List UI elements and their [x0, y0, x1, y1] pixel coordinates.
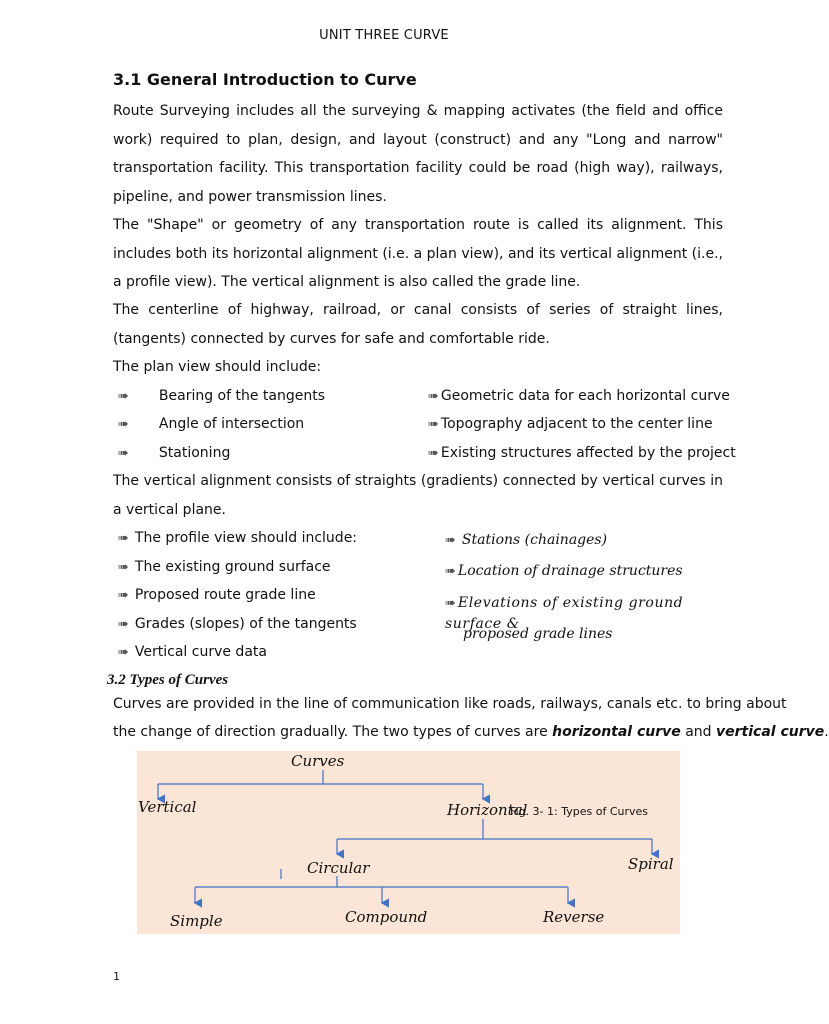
list-item-text: Topography adjacent to the center line: [440, 416, 713, 432]
paragraph-alignment: The "Shape" or geometry of any transportation route is called its alignment. This includes both its horizontal alignment (i.e. a plan view), and its vertical alignment (i.e., a profile view). The vertical alignment is also called the grade line.: [113, 217, 723, 290]
list-item-text: Bearing of the tangents: [158, 388, 326, 404]
section-heading-intro: 3.1 General Introduction to Curve: [113, 70, 417, 89]
list-item-text: Grades (slopes) of the tangents: [134, 616, 357, 632]
diagram-node-vertical: Vertical: [138, 798, 197, 816]
arrow-bullet-icon: ➠: [118, 617, 129, 632]
arrow-bullet-icon: ➠: [118, 588, 129, 603]
paragraph-vertical-alignment: The vertical alignment consists of straights (gradients) connected by vertical curves in a vertical plane.: [113, 473, 723, 518]
arrow-bullet-icon: ➠: [118, 446, 129, 461]
arrow-bullet-icon: ➠: [428, 389, 439, 404]
emphasis-vertical-curve: vertical curve: [716, 724, 825, 740]
paragraph-types-line2: [113, 718, 829, 747]
arrow-bullet-icon: ➠: [445, 564, 456, 579]
list-item: [118, 614, 357, 635]
list-item-text: Geometric data for each horizontal curve: [440, 388, 730, 404]
paragraph-route-surveying: Route Surveying includes all the surveying & mapping activates (the field and office work) required to plan, design, and layout (construct) and any "Long and narrow" transportation facility. This transportation facility could be road (high way), railways, pipeline, and power transmission lines.: [113, 103, 723, 205]
arrow-bullet-icon: ➠: [118, 560, 129, 575]
list-item: [118, 386, 325, 407]
arrow-bullet-icon: ➠: [118, 417, 129, 432]
arrow-bullet-icon: ➠: [118, 531, 129, 546]
diagram-node-simple: Simple: [170, 912, 223, 930]
arrow-bullet-icon: ➠: [445, 533, 456, 548]
list-item-text: Angle of intersection: [158, 416, 305, 432]
list-item: [118, 557, 331, 578]
paragraph-plan-view: The plan view should include:: [113, 359, 322, 375]
list-item: [118, 528, 357, 549]
list-item: [428, 386, 730, 407]
list-item-text: Elevations of existing ground surface &: [445, 595, 684, 632]
arrow-bullet-icon: ➠: [428, 446, 439, 461]
diagram-node-reverse: Reverse: [543, 908, 605, 926]
figure-caption: Fig. 3- 1: Types of Curves: [510, 805, 648, 818]
list-item-text: Existing structures affected by the project: [440, 445, 736, 461]
diagram-node-horizontal: Horizontal: [447, 801, 528, 819]
diagram-node-circular: Circular: [307, 859, 370, 877]
arrow-bullet-icon: ➠: [445, 596, 456, 611]
text-span: and: [680, 724, 717, 740]
arrow-bullet-icon: ➠: [118, 389, 129, 404]
diagram-node-spiral: Spiral: [628, 855, 674, 873]
emphasis-horizontal-curve: horizontal curve: [552, 724, 681, 740]
list-item-text: Vertical curve data: [134, 644, 267, 660]
list-item-text: The existing ground surface: [134, 559, 331, 575]
list-item-text: Stations (chainages): [461, 532, 608, 548]
paragraph-centerline: The centerline of highway, railroad, or canal consists of series of straight lines, (tangents) connected by curves for safe and comfortable ride.: [113, 302, 723, 347]
diagram-connectors: [137, 751, 680, 934]
diagram-node-compound: Compound: [345, 908, 428, 926]
page-title: UNIT THREE CURVE: [319, 28, 449, 43]
text-span: the change of direction gradually. The two types of curves are: [113, 724, 553, 740]
list-item: [428, 414, 713, 435]
list-item-text: The profile view should include:: [134, 530, 358, 546]
list-item: [118, 642, 267, 663]
section-heading-types: 3.2 Types of Curves: [107, 672, 229, 688]
list-item: [428, 443, 736, 464]
list-item-text: Stationing: [158, 445, 231, 461]
list-item: [118, 585, 316, 606]
curve-types-diagram: [137, 751, 680, 934]
list-item: [118, 443, 230, 464]
page-number: 1: [113, 970, 120, 983]
list-item-text: Location of drainage structures: [457, 563, 683, 579]
paragraph-types-line1: Curves are provided in the line of communication like roads, railways, canals etc. to bring about: [113, 696, 787, 712]
list-item-text: Proposed route grade line: [134, 587, 316, 603]
arrow-bullet-icon: ➠: [118, 645, 129, 660]
list-item: [445, 530, 607, 551]
list-item: [118, 414, 304, 435]
text-span: .: [824, 724, 829, 740]
arrow-bullet-icon: ➠: [428, 417, 439, 432]
diagram-node-curves: Curves: [291, 752, 345, 770]
list-item: [445, 561, 683, 582]
list-item-continuation: proposed grade lines: [463, 626, 613, 642]
